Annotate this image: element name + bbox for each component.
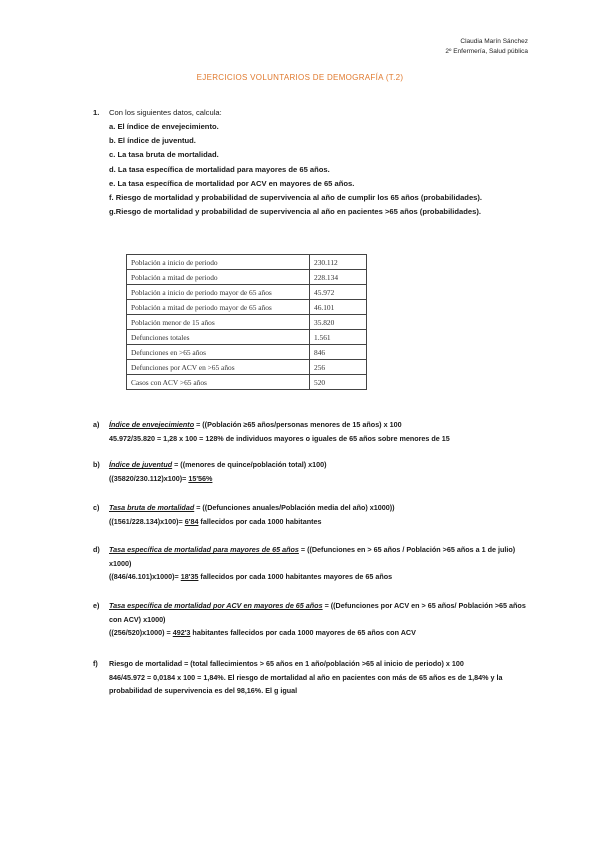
answer-letter: f) (93, 659, 98, 668)
answer-formula: = ((menores de quince/población total) x100) (172, 460, 327, 469)
table-row (127, 285, 367, 300)
answer-letter: d) (93, 545, 100, 554)
answer-formula-line (109, 543, 533, 570)
table-row (127, 375, 367, 390)
answer-formula: = ((Defunciones anuales/Población media del año) x1000)) (194, 503, 395, 512)
question-intro: Con los siguientes datos, calcula: (109, 108, 222, 117)
question-item: g.Riesgo de mortalidad y probabilidad de supervivencia al año en pacientes >65 años (probabilidades). (109, 207, 481, 217)
author-header (445, 37, 528, 57)
row-label: Población a mitad de periodo (127, 270, 310, 285)
row-value: 1.561 (310, 330, 367, 345)
answer-letter: c) (93, 503, 100, 512)
row-value: 256 (310, 360, 367, 375)
answer-calc: ((846/46.101)x1000)= (109, 572, 181, 581)
question-item: a. El índice de envejecimiento. (109, 122, 219, 131)
row-label: Defunciones en >65 años (127, 345, 310, 360)
answer-result: 18'35 (180, 572, 199, 581)
answer-result-line (109, 570, 533, 584)
answer-term: Tasa específica de mortalidad por ACV en mayores de 65 años (109, 601, 323, 610)
table-row (127, 330, 367, 345)
course-name: 2º Enfermería, Salud pública (445, 48, 528, 55)
answer-body (109, 501, 533, 528)
answer-formula-line: Riesgo de mortalidad = (total fallecimientos > 65 años en 1 año/población >65 al inicio de periodo) x 100 (109, 659, 464, 668)
answer-term: Índice de juventud (109, 460, 173, 469)
answer-body (109, 418, 533, 445)
answer-term: Índice de envejecimiento (109, 420, 195, 429)
answer-body (109, 599, 533, 640)
answer-formula: = ((Defunciones por ACV en > 65 años/ Población >65 años con ACV) x1000) (109, 601, 526, 624)
answer-explanation: fallecidos por cada 1000 habitantes mayores de 65 años (198, 572, 393, 581)
answer-explanation: fallecidos por cada 1000 habitantes (198, 516, 322, 526)
document-title: EJERCICIOS VOLUNTARIOS DE DEMOGRAFÍA (T.2) (196, 73, 404, 82)
answer-letter: b) (93, 460, 100, 469)
row-label: Población a inicio de periodo (127, 255, 310, 270)
answer-result-line (109, 626, 533, 640)
row-value: 45.972 (310, 285, 367, 300)
table-row (127, 255, 367, 270)
table-row (127, 315, 367, 330)
row-label: Defunciones por ACV en >65 años (127, 360, 310, 375)
answer-body (109, 458, 533, 485)
answer-formula: = ((Defunciones en > 65 años / Población >65 años a 1 de julio) x1000) (109, 545, 516, 568)
answer-body (109, 543, 533, 584)
answer-result-line (109, 472, 533, 486)
question-item: d. La tasa específica de mortalidad para mayores de 65 años. (109, 164, 330, 174)
row-value: 46.101 (310, 300, 367, 315)
answer-formula: = ((Población ≥65 años/personas menores de 15 años) x 100 (194, 420, 402, 429)
answer-formula-line (109, 599, 533, 626)
answer-letter: a) (93, 420, 100, 429)
row-value: 35.820 (310, 315, 367, 330)
answer-letter: e) (93, 601, 100, 610)
answer-term: Tasa bruta de mortalidad (109, 503, 195, 512)
table-row (127, 360, 367, 375)
data-table (126, 254, 367, 390)
row-label: Población a inicio de periodo mayor de 65 años (127, 285, 310, 300)
answer-result-line (109, 515, 533, 529)
answer-result: 15'56% (188, 473, 213, 483)
question-items (109, 120, 527, 219)
table-row (127, 345, 367, 360)
row-value: 230.112 (310, 255, 367, 270)
answer-result: 492'3 (172, 628, 191, 637)
answer-calc: ((1561/228.134)x100)= (109, 516, 185, 526)
author-name: Claudia Marín Sánchez (460, 38, 528, 45)
answer-formula-line (109, 458, 533, 472)
row-label: Casos con ACV >65 años (127, 375, 310, 390)
question-item: b. El índice de juventud. (109, 136, 196, 146)
answer-term: Tasa específica de mortalidad para mayores de 65 años (109, 545, 299, 554)
question-item: c. La tasa bruta de mortalidad. (109, 150, 219, 160)
row-value: 228.134 (310, 270, 367, 285)
row-label: Población menor de 15 años (127, 315, 310, 330)
answer-result-line: 45.972/35.820 = 1,28 x 100 = 128% de individuos mayores o iguales de 65 años sobre menores de 15 (109, 433, 450, 443)
answer-result-line: 846/45.972 = 0,0184 x 100 = 1,84%. El riesgo de mortalidad al año en pacientes con más de 65 años es de 1,84% y la probabilidad de supervivencia es del 98,16%. El g igual (109, 672, 503, 695)
row-label: Defunciones totales (127, 330, 310, 345)
question-number: 1. (93, 108, 100, 117)
question-item: f. Riesgo de mortalidad y probabilidad de supervivencia al año de cumplir los 65 años (probabilidades). (109, 193, 483, 203)
answer-explanation: habitantes fallecidos por cada 1000 mayores de 65 años con ACV (190, 628, 416, 637)
answer-calc: ((256/520)x1000) = (109, 628, 173, 637)
table-row (127, 270, 367, 285)
row-label: Población a mitad de periodo mayor de 65 años (127, 300, 310, 315)
table-row (127, 300, 367, 315)
answer-formula-line (109, 501, 533, 515)
row-value: 520 (310, 375, 367, 390)
row-value: 846 (310, 345, 367, 360)
question-item: e. La tasa específica de mortalidad por ACV en mayores de 65 años. (109, 178, 355, 188)
answer-result: 6'84 (184, 516, 199, 526)
answer-calc: ((35820/230.112)x100)= (109, 473, 189, 483)
answer-body (109, 657, 533, 698)
answer-formula-line (109, 418, 533, 432)
